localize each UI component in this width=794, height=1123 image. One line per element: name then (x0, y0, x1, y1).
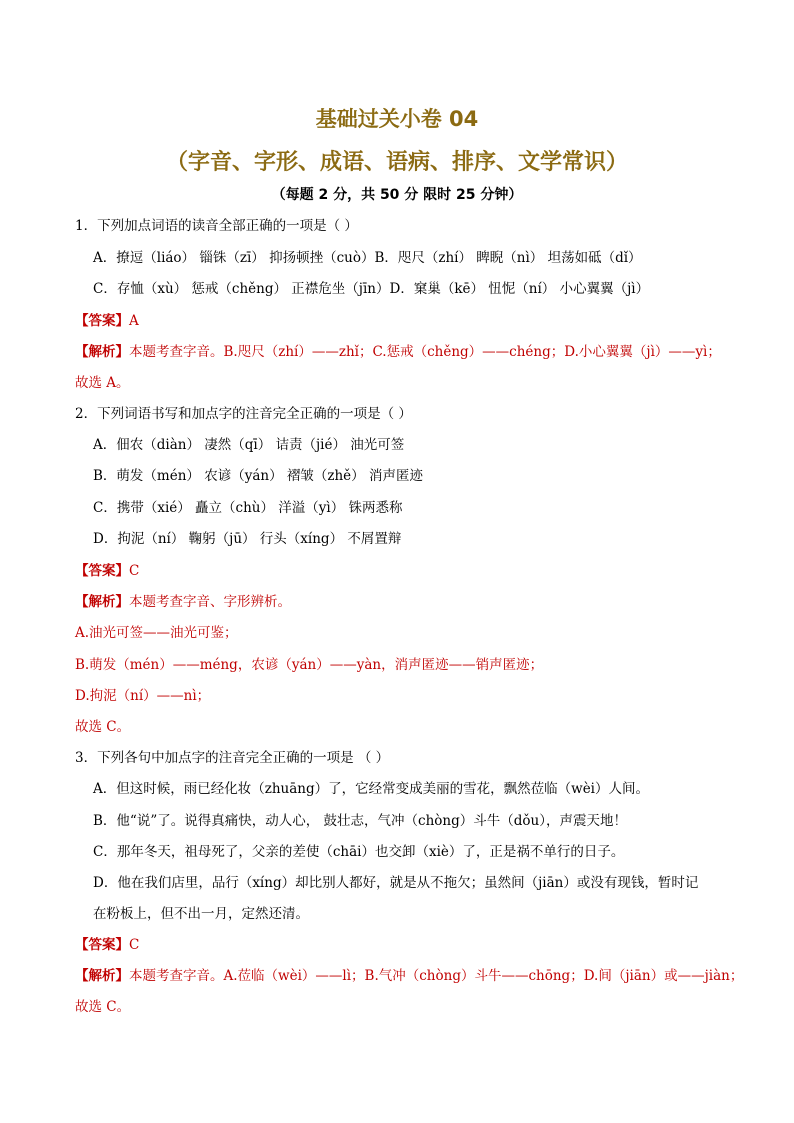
q3-option-b: B．他“说”了。说得真痛快，动人心， 鼓壮志，气冲（chòng）斗牛（dǒu），声震天地！ (93, 813, 627, 829)
analysis-text: 本题考查字音。A.莅临（wèi）——lì；B.气冲（chòng）斗牛——chōng；D.间（jiān）或——jiàn； (129, 968, 744, 984)
q3-stem: 3．下列各句中加点字的注音完全正确的一项是 （ ） (75, 750, 390, 766)
q3-option-d: D．他在我们店里，品行（xíng）却比别人都好，就是从不拖欠；虽然间（jiān）或没有现钱，暂时记 (93, 875, 699, 891)
q1-stem: 1．下列加点词语的读音全部正确的一项是（ ） (75, 218, 358, 234)
answer-label: 【答案】 (75, 563, 129, 579)
q2-option-c: C．携带（xié） 矗立（chù） 洋溢（yì） 铢两悉称 (93, 500, 403, 516)
q2-conclusion: 故选 C。 (75, 719, 131, 735)
answer-value: C (129, 937, 140, 953)
q1-analysis (75, 342, 721, 362)
analysis-text: 本题考查字音、字形辨析。 (129, 594, 291, 610)
q2-analysis (75, 592, 291, 612)
analysis-label: 【解析】 (75, 594, 129, 610)
q2-option-a: A．佃农（diàn） 凄然（qī） 诘责（jié） 油光可签 (93, 437, 405, 453)
q2-analysis-b: B.萌发（mén）——méng，农谚（yán）——yàn，消声匿迹——销声匿迹； (75, 657, 544, 673)
answer-value: A (129, 313, 139, 329)
answer-label: 【答案】 (75, 313, 129, 329)
q3-conclusion: 故选 C。 (75, 999, 131, 1015)
q2-analysis-a: A.油光可签——油光可鉴； (75, 625, 238, 641)
q2-answer (75, 561, 139, 581)
q1-options-cd: C．存恤（xù） 惩戒（chěng） 正襟危坐（jīn）D．窠巢（kē） 忸怩（ní） 小心翼翼（jì） (93, 281, 650, 297)
analysis-label: 【解析】 (75, 968, 129, 984)
q3-option-a: A．但这时候，雨已经化妆（zhuāng）了，它经常变成美丽的雪花，飘然莅临（wèi）人间。 (93, 781, 649, 797)
page-title: 基础过关小卷 04 (315, 107, 479, 131)
score-note: （每题 2 分，共 50 分 限时 25 分钟） (271, 187, 523, 203)
q3-analysis (75, 966, 743, 986)
q3-option-d-cont: 在粉板上，但不出一月，定然还清。 (93, 906, 309, 922)
q2-stem: 2．下列词语书写和加点字的注音完全正确的一项是（ ） (75, 406, 412, 422)
analysis-label: 【解析】 (75, 344, 129, 360)
q1-answer (75, 311, 139, 331)
q2-option-d: D．拘泥（ní） 鞠躬（jū） 行头（xíng） 不屑置辩 (93, 531, 402, 547)
q2-analysis-d: D.拘泥（ní）——nì； (75, 688, 211, 704)
answer-value: C (129, 563, 140, 579)
q3-option-c: C．那年冬天，祖母死了，父亲的差使（chāi）也交卸（xiè）了，正是祸不单行的日子。 (93, 844, 625, 860)
answer-label: 【答案】 (75, 937, 129, 953)
q1-conclusion: 故选 A。 (75, 375, 130, 391)
page-subtitle: （字音、字形、成语、语病、排序、文学常识） (165, 150, 628, 175)
q1-options-ab: A．撩逗（liáo） 锱铢（zī） 抑扬顿挫（cuò）B．咫尺（zhí） 睥睨（nì） 坦荡如砥（dǐ） (93, 250, 642, 266)
analysis-text: 本题考查字音。B.咫尺（zhí）——zhǐ；C.惩戒（chěng）——chéng；D.小心翼翼（jì）——yì； (129, 344, 721, 360)
q3-answer (75, 935, 139, 955)
q2-option-b: B．萌发（mén） 农谚（yán） 褶皱（zhě） 消声匿迹 (93, 468, 423, 484)
